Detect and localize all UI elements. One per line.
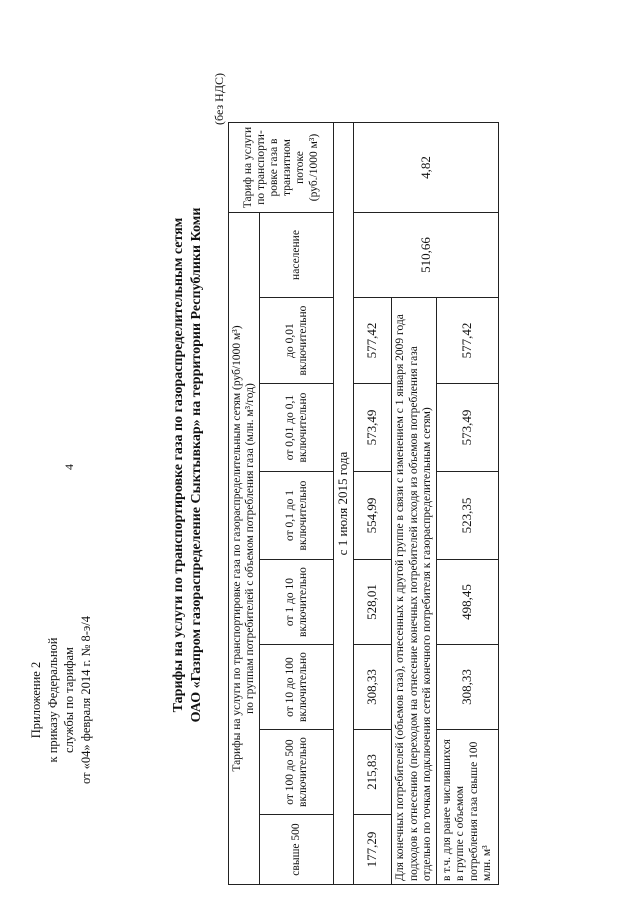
table-cell: 573,49	[354, 384, 392, 472]
column-header: от 0,1 до 1 включительно	[260, 472, 334, 560]
title-line-2: ОАО «Газпром газораспределение Сыктывкар» на территории Республики Коми	[189, 207, 205, 723]
transit-header: Тариф на услуги по транспорти-ровке газа в транзитном потоке (руб./1000 м³)	[229, 123, 334, 213]
period-row	[334, 123, 354, 885]
table-cell: 577,42	[437, 298, 499, 384]
table-cell: 577,42	[354, 298, 392, 384]
table-cell: 554,99	[354, 472, 392, 560]
column-header: от 10 до 100 включительно	[260, 645, 334, 730]
table-cell: 523,35	[437, 472, 499, 560]
column-header: от 1 до 10 включительно	[260, 560, 334, 645]
appendix-line-4: от «04» февраля 2014 г. № 8-э/4	[78, 616, 93, 785]
title-line-1: Тарифы на услуги по транспортировке газа по газораспределительным сетям	[171, 217, 186, 713]
table-cell: 177,29	[354, 815, 392, 885]
period-label: с 1 июля 2015 года	[334, 123, 354, 885]
group-header-line-2: по группам потребителей с объемом потребления газа (млн. м³/год)	[244, 383, 257, 714]
column-header: свыше 500	[260, 815, 334, 885]
document-title	[170, 145, 206, 785]
column-header: население	[260, 213, 334, 298]
population-value: 510,66	[354, 213, 499, 298]
table-cell: 528,01	[354, 560, 392, 645]
table-cell: 308,33	[354, 645, 392, 730]
vat-note: (без НДС)	[212, 72, 226, 125]
page-number: 4	[62, 464, 76, 470]
group-header-line-1: Тарифы на услуги по транспортировке газа по газораспределительным сетям (руб/1000 м³)	[231, 325, 243, 772]
column-header: от 0,01 до 0,1 включительно	[260, 384, 334, 472]
header-row-group	[229, 123, 260, 885]
table-row	[354, 123, 392, 885]
column-header: до 0,01 включительно	[260, 298, 334, 384]
row2-label: в т.ч. для ранее числившихся в группе с объемом потребления газа свыше 100 млн. м³	[437, 730, 499, 885]
table-cell: 215,83	[354, 730, 392, 815]
note-text: Для конечных потребителей (объемов газа), отнесенных к другой группе в связи с изменением с 1 января 2009 года подходов к отнесению (переходом на отнесение конечных потребителей исходя из объемов потребления газа отдельно по точкам подключения сетей конечного потребителя к газораспределительным сетям)	[392, 298, 437, 885]
appendix-line-1: Приложение 2	[29, 661, 43, 739]
appendix-block	[28, 575, 94, 825]
tariff-table	[228, 122, 499, 885]
table-cell: 498,45	[437, 560, 499, 645]
group-header	[229, 213, 260, 885]
header-row-columns	[260, 123, 334, 885]
appendix-line-2: к приказу Федеральной	[45, 637, 60, 763]
table-cell: 573,49	[437, 384, 499, 472]
appendix-line-3: службы по тарифам	[62, 647, 76, 753]
table-cell: 308,33	[437, 645, 499, 730]
column-header: от 100 до 500 включительно	[260, 730, 334, 815]
transit-value: 4,82	[354, 123, 499, 213]
